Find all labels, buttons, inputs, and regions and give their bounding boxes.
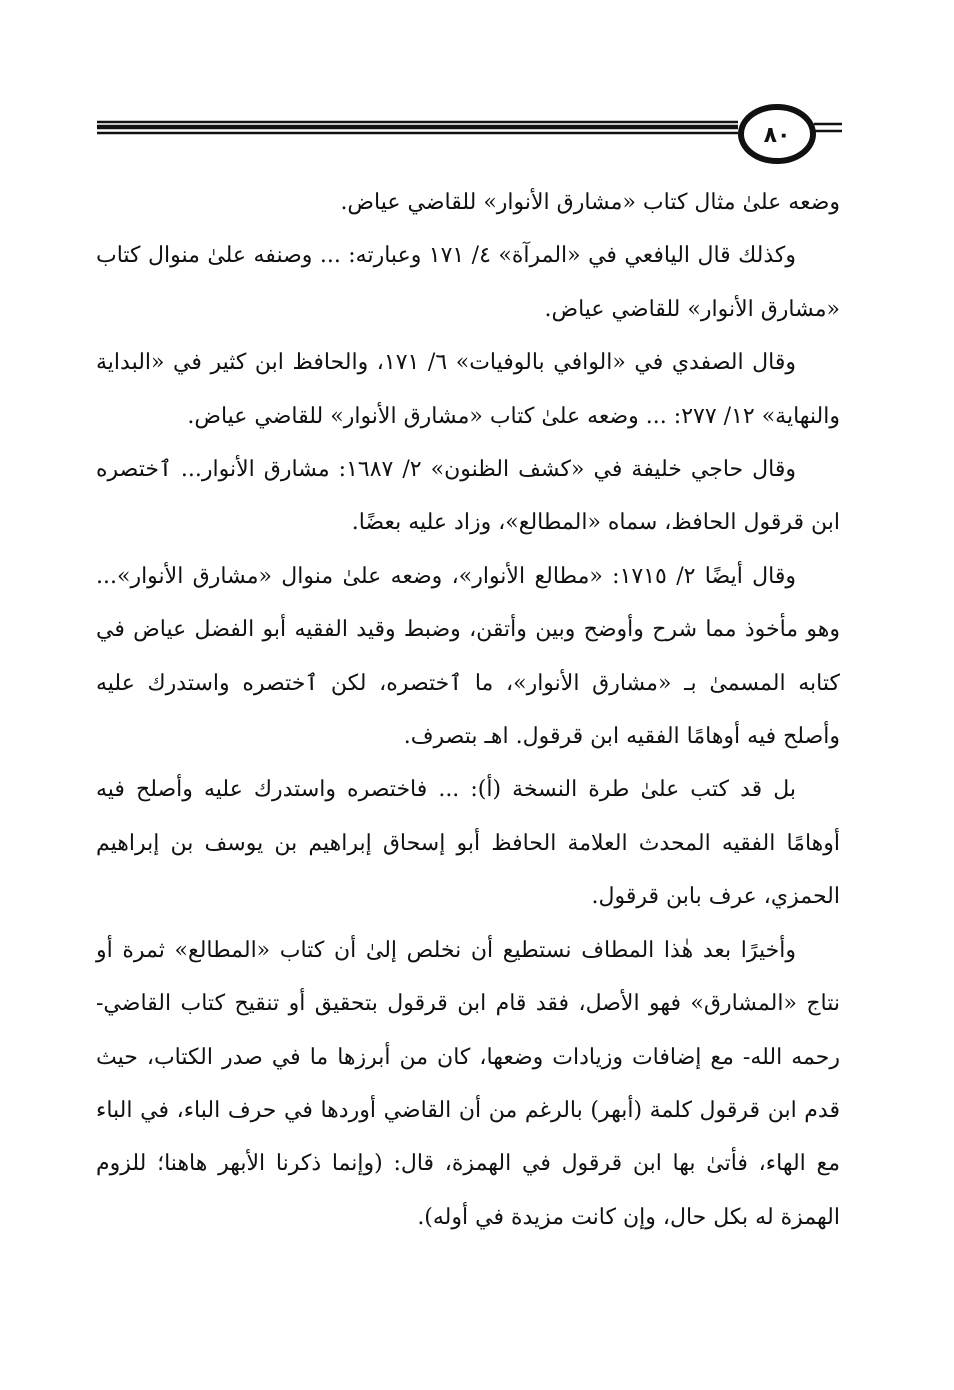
paragraph-6: بل قد كتب علىٰ طرة النسخة (أ): ... فاختصره واستدرك عليه وأصلح فيه أوهامًا الفقيه المحدث العلامة الحافظ أبو إسحاق إبراهيم بن يوسف بن إبراهيم الحمزي، عرف بابن قرقول. <box>96 777 840 910</box>
paragraph-3: وقال الصفدي في «الوافي بالوفيات» ٦/ ١٧١، والحافظ ابن كثير في «البداية والنهاية» ١٢/ ٢٧٧: ... وضعه علىٰ كتاب «مشارق الأنوار» للقاضي عياض. <box>96 350 840 429</box>
header-ornament <box>0 0 954 175</box>
paragraph-4: وقال حاجي خليفة في «كشف الظنون» ٢/ ١٦٨٧: مشارق الأنوار... ٱختصره ابن قرقول الحافظ، سماه «المطالع»، وزاد عليه بعضًا. <box>96 457 840 536</box>
paragraph-5: وقال أيضًا ٢/ ١٧١٥: «مطالع الأنوار»، وضعه علىٰ منوال «مشارق الأنوار»... وهو مأخوذ مما شرح وأوضح وبين وأتقن، وضبط وقيد الفقيه أبو الفضل عياض في كتابه المسمىٰ بـ «مشارق الأنوار»، ما ٱختصره، لكن ٱختصره واستدرك عليه وأصلح فيه أوهامًا الفقيه ابن قرقول. اهـ بتصرف. <box>96 563 840 750</box>
paragraph-2: وكذلك قال اليافعي في «المرآة» ٤/ ١٧١ وعبارته: ... وصنفه علىٰ منوال كتاب «مشارق الأنوار» للقاضي عياض. <box>96 243 840 322</box>
page-number: ٨٠ <box>763 123 791 148</box>
paragraph-1: وضعه علىٰ مثال كتاب «مشارق الأنوار» للقاضي عياض. <box>340 190 840 215</box>
page-body <box>96 176 840 1244</box>
paragraph-7: وأخيرًا بعد هٰذا المطاف نستطيع أن نخلص إلىٰ أن كتاب «المطالع» ثمرة أو نتاج «المشارق» فهو الأصل، فقد قام ابن قرقول بتحقيق أو تنقيح كتاب القاضي- رحمه الله- مع إضافات وزيادات وضعها، كان من أبرزها ما في صدر الكتاب، حيث قدم ابن قرقول كلمة (أبهر) بالرغم من أن القاضي أوردها في حرف الباء، في الباء مع الهاء، فأتىٰ بها ابن قرقول في الهمزة، قال: (وإنما ذكرنا الأبهر هاهنا؛ للزوم الهمزة له بكل حال، وإن كانت مزيدة في أوله). <box>96 937 840 1230</box>
page-header <box>0 0 954 175</box>
